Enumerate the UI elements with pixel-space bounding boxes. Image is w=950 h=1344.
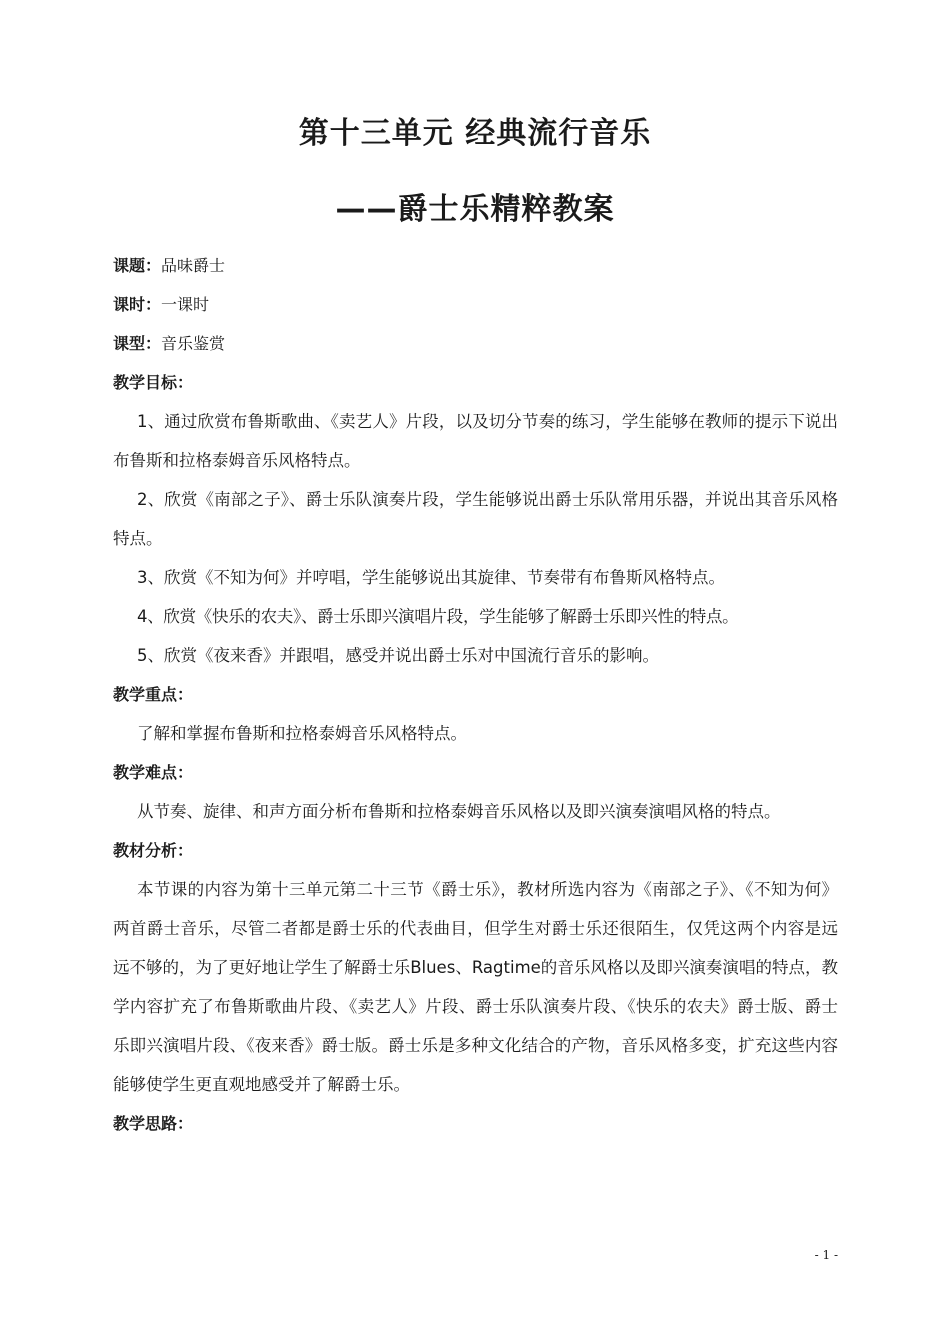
objectives-heading-text: 教学目标 (113, 373, 178, 392)
objectives-colon: ： (177, 373, 194, 392)
key-points-heading (113, 675, 838, 714)
type-value: 音乐鉴赏 (161, 334, 226, 353)
analysis-colon: ： (177, 841, 194, 860)
document-title: 第十三单元 经典流行音乐 (298, 116, 652, 151)
key-points-heading-text: 教学重点 (113, 685, 178, 704)
type-field (113, 324, 838, 363)
difficulties-text: 从节奏、旋律、和声方面分析布鲁斯和拉格泰姆音乐风格以及即兴演奏演唱风格的特点。 (137, 802, 781, 821)
type-colon: ： (145, 334, 162, 353)
objective-item-5: 5、欣赏《夜来香》并跟唱，感受并说出爵士乐对中国流行音乐的影响。 (137, 646, 659, 665)
key-points-text: 了解和掌握布鲁斯和拉格泰姆音乐风格特点。 (137, 724, 467, 743)
topic-colon: ： (145, 256, 162, 275)
approach-colon: ： (177, 1114, 194, 1133)
difficulties-heading-text: 教学难点 (113, 763, 178, 782)
topic-value: 品味爵士 (161, 256, 226, 275)
approach-heading (113, 1104, 838, 1143)
analysis-text: 本节课的内容为第十三单元第二十三节《爵士乐》，教材所选内容为《南部之子》、《不知为何》两首爵士音乐，尽管二者都是爵士乐的代表曲目，但学生对爵士乐还很陌生，仅凭这两个内容是远远不够的，为了更好地让学生了解爵士乐Blues、Ragtime的音乐风格以及即兴演奏演唱的特点，教学内容扩充了布鲁斯歌曲片段、《卖艺人》片段、爵士乐队演奏片段、《快乐的农夫》爵士版、爵士乐即兴演唱片段、《夜来香》爵士版。爵士乐是多种文化结合的产物，音乐风格多变，扩充这些内容能够使学生更直观地感受并了解爵士乐。 (113, 880, 838, 1094)
duration-colon: ： (145, 295, 162, 314)
duration-field (113, 285, 838, 324)
objective-item-2: 2、欣赏《南部之子》、爵士乐队演奏片段，学生能够说出爵士乐队常用乐器，并说出其音乐风格特点。 (113, 490, 838, 548)
document-body (113, 246, 838, 1143)
type-label: 课型 (113, 334, 146, 353)
objective-item-1: 1、通过欣赏布鲁斯歌曲、《卖艺人》片段，以及切分节奏的练习，学生能够在教师的提示下说出布鲁斯和拉格泰姆音乐风格特点。 (113, 412, 838, 470)
approach-heading-text: 教学思路 (113, 1114, 178, 1133)
topic-label: 课题 (113, 256, 146, 275)
objective-item-4: 4、欣赏《快乐的农夫》、爵士乐即兴演唱片段，学生能够了解爵士乐即兴性的特点。 (137, 607, 739, 626)
objectives-heading (113, 363, 838, 402)
document-subtitle: ——爵士乐精粹教案 (335, 192, 615, 227)
page-number: - 1 - (814, 1248, 838, 1262)
duration-value: 一课时 (161, 295, 210, 314)
difficulties-heading (113, 753, 838, 792)
duration-label: 课时 (113, 295, 146, 314)
analysis-heading (113, 831, 838, 870)
topic-field (113, 246, 838, 285)
difficulties-colon: ： (177, 763, 194, 782)
key-points-colon: ： (177, 685, 194, 704)
analysis-heading-text: 教材分析 (113, 841, 178, 860)
objective-item-3: 3、欣赏《不知为何》并哼唱，学生能够说出其旋律、节奏带有布鲁斯风格特点。 (137, 568, 725, 587)
